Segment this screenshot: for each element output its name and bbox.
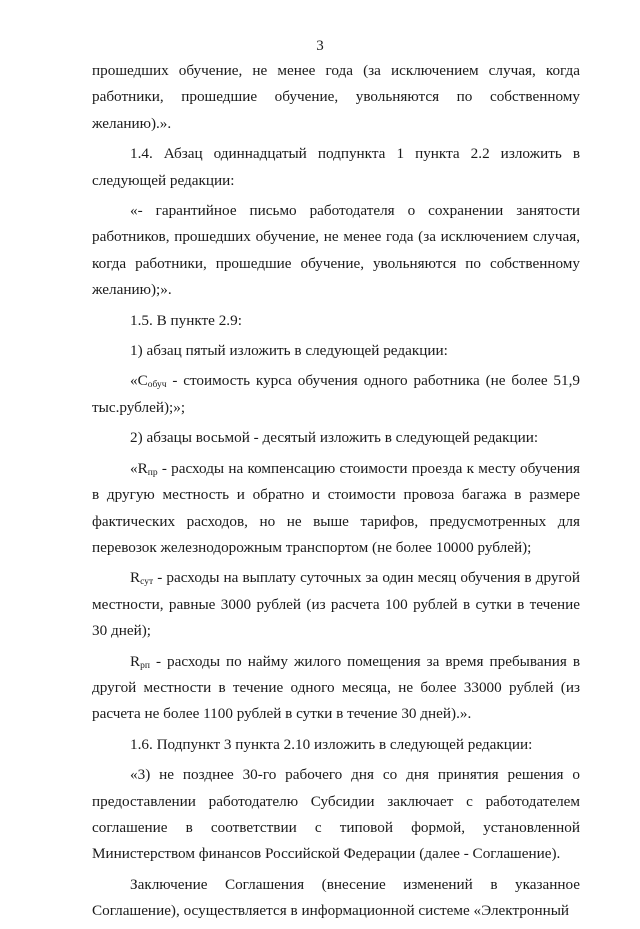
paragraph-formula	[92, 368, 580, 421]
document-body	[92, 58, 580, 929]
formula-subscript: пр	[147, 467, 158, 478]
formula-symbol: «С	[130, 372, 148, 390]
formula-symbol: R	[130, 569, 141, 587]
paragraph-text: - стоимость курса обучения одного работника (не более 51,9 тыс.рублей);»;	[92, 372, 580, 416]
paragraph: «3) не позднее 30-го рабочего дня со дня принятия решения о предоставлении работодателю Субсидии заключает с работодателем соглашение в соответствии с типовой формой, установленной Министерством финансов Российской Федерации (далее - Соглашение).	[92, 766, 580, 863]
formula-subscript: рп	[140, 660, 150, 671]
paragraph-formula	[92, 565, 580, 644]
paragraph: Заключение Соглашения (внесение изменений в указанное Соглашение), осуществляется в информационной системе «Электронный	[92, 875, 580, 920]
paragraph: прошедших обучение, не менее года (за исключением случая, когда работники, прошедшие обучение, увольняются по собственному желанию).».	[92, 62, 580, 132]
paragraph-formula	[92, 456, 580, 562]
paragraph: 1.5. В пункте 2.9:	[130, 311, 242, 329]
paragraph: «- гарантийное письмо работодателя о сохранении занятости работников, прошедших обучение, не менее года (за исключением случая, когда работники, прошедшие обучение, увольняются по собственному желанию);».	[92, 202, 580, 299]
formula-subscript: сут	[140, 577, 154, 588]
formula-subscript: обуч	[147, 380, 167, 391]
paragraph-text: - расходы на компенсацию стоимости проезда к месту обучения в другую местность и обратно и стоимости провоза багажа в размере фактических расходов, но не выше тарифов, предусмотренных для перевозок железнодорожным транспортом (не более 10000 рублей);	[92, 459, 580, 556]
page-number: 3	[316, 38, 324, 54]
paragraph-formula	[92, 649, 580, 728]
paragraph-text: - расходы на выплату суточных за один месяц обучения в другой местности, равные 3000 рублей (из расчета 100 рублей в сутки в течение 30 дней);	[92, 569, 580, 640]
formula-symbol: «R	[130, 459, 148, 477]
paragraph-text: - расходы по найму жилого помещения за время пребывания в другой местности в течение одного месяца, не более 33000 рублей (из расчета не более 1100 рублей в сутки в течение 30 дней).».	[92, 652, 580, 723]
paragraph: 2) абзацы восьмой - десятый изложить в следующей редакции:	[130, 429, 539, 447]
paragraph: 1.6. Подпункт 3 пункта 2.10 изложить в следующей редакции:	[130, 735, 533, 753]
paragraph: 1.4. Абзац одиннадцатый подпункта 1 пункта 2.2 изложить в следующей редакции:	[92, 145, 580, 189]
paragraph: 1) абзац пятый изложить в следующей редакции:	[130, 342, 448, 360]
formula-symbol: R	[130, 652, 141, 670]
